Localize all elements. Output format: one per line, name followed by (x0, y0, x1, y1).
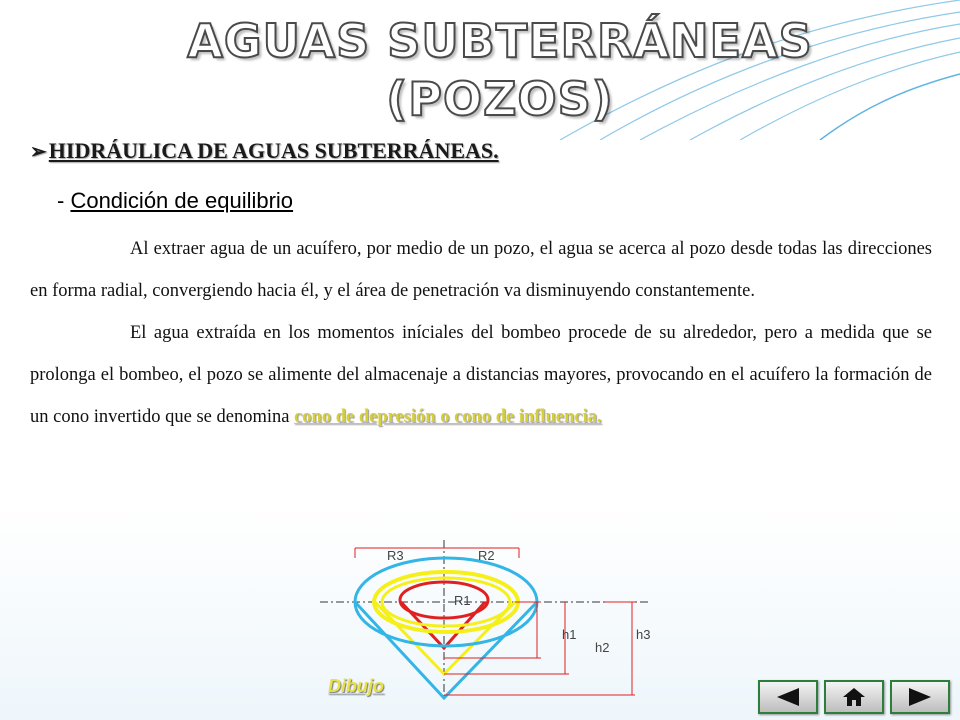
page-title: AGUAS SUBTERRÁNEAS (187, 14, 813, 68)
next-button[interactable] (890, 680, 950, 714)
previous-arrow-icon (773, 687, 803, 707)
previous-button[interactable] (758, 680, 818, 714)
paragraph-1: Al extraer agua de un acuífero, por medio de un pozo, el agua se acerca al pozo desde todas las direcciones en forma radial, convergiendo hacia él, y el área de penetración va disminuyendo constantemente. (30, 239, 932, 301)
next-arrow-icon (905, 687, 935, 707)
label-r2: R2 (478, 548, 495, 563)
label-r3: R3 (387, 548, 404, 563)
section-heading-text: HIDRÁULICA DE AGUAS SUBTERRÁNEAS. (48, 138, 499, 163)
home-button[interactable] (824, 680, 884, 714)
section-heading (30, 138, 499, 164)
arrow-bullet-icon: ➢ (30, 141, 47, 163)
subheading-text: Condición de equilibrio (70, 188, 294, 213)
body-text (30, 228, 932, 438)
subheading-dash: - (57, 188, 71, 213)
label-r1: R1 (454, 593, 471, 608)
cono-de-depresion-link[interactable]: cono de depresión o cono de influencia. (294, 407, 602, 427)
label-h3: h3 (636, 627, 651, 642)
page-title-subtitle: (POZOS) (386, 72, 614, 126)
subheading (57, 188, 293, 214)
paragraph-2 (30, 312, 932, 438)
dibujo-link[interactable]: Dibujo (328, 676, 384, 696)
label-h2: h2 (595, 640, 610, 655)
home-icon (839, 687, 869, 707)
label-h1: h1 (562, 627, 577, 642)
paragraph-2-text: El agua extraída en los momentos iníciales del bombeo procede de su alrededor, pero a medida que se prolonga el bombeo, el pozo se alimente del almacenaje a distancias mayores, provocando en el acuífero la formación de un cono invertido que se denomina (30, 323, 932, 427)
